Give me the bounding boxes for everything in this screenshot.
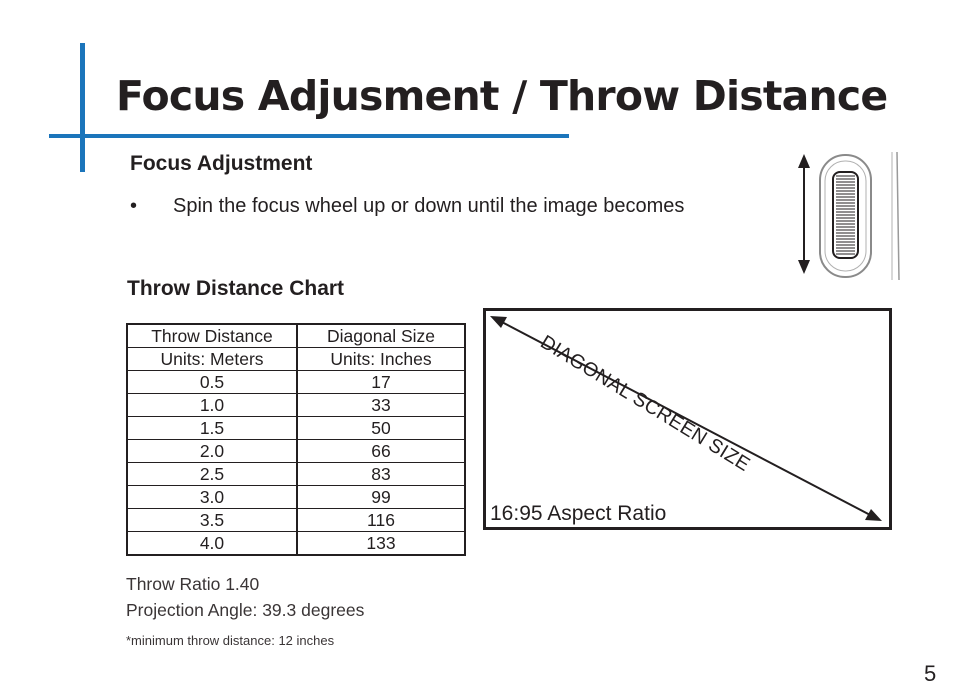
throw-distance-table <box>126 323 466 556</box>
bullet-text: Spin the focus wheel up or down until the image becomes <box>173 195 685 217</box>
throw-distance-cell: 0.5 <box>127 371 297 394</box>
throw-distance-cell: 1.5 <box>127 417 297 440</box>
aspect-ratio-label: 16:95 Aspect Ratio <box>490 502 667 525</box>
diagonal-size-cell: 99 <box>297 486 465 509</box>
table-row <box>127 394 465 417</box>
diagonal-screen-size-label: DIAGONAL SCREEN SIZE <box>536 331 754 476</box>
table-row <box>127 440 465 463</box>
diagonal-size-cell: 17 <box>297 371 465 394</box>
diagonal-size-cell: 133 <box>297 532 465 556</box>
table-units-row <box>127 348 465 371</box>
table-row <box>127 371 465 394</box>
chart-heading: Throw Distance Chart <box>127 277 345 300</box>
diagonal-size-cell: 50 <box>297 417 465 440</box>
focus-heading: Focus Adjustment <box>130 152 313 175</box>
table-row <box>127 486 465 509</box>
table-header-row <box>127 324 465 348</box>
page-number: 5 <box>924 661 937 686</box>
bullet-symbol: • <box>130 195 138 217</box>
table-row <box>127 463 465 486</box>
table-row <box>127 532 465 556</box>
throw-distance-cell: 3.0 <box>127 486 297 509</box>
header-diagonal-size: Diagonal Size <box>297 324 465 348</box>
diagonal-size-cell: 116 <box>297 509 465 532</box>
throw-distance-cell: 1.0 <box>127 394 297 417</box>
throw-distance-cell: 2.5 <box>127 463 297 486</box>
throw-distance-cell: 3.5 <box>127 509 297 532</box>
focus-wheel-icon <box>795 150 910 282</box>
throw-distance-cell: 2.0 <box>127 440 297 463</box>
accent-horizontal-bar <box>49 134 569 138</box>
units-meters: Units: Meters <box>127 348 297 371</box>
diagonal-size-cell: 83 <box>297 463 465 486</box>
footnote: *minimum throw distance: 12 inches <box>126 633 335 648</box>
throw-distance-cell: 4.0 <box>127 532 297 556</box>
page-title: Focus Adjusment / Throw Distance <box>116 72 888 120</box>
focus-bullet <box>130 195 684 218</box>
units-inches: Units: Inches <box>297 348 465 371</box>
diagonal-size-cell: 66 <box>297 440 465 463</box>
table-row <box>127 509 465 532</box>
projection-angle: Projection Angle: 39.3 degrees <box>126 600 365 620</box>
diagonal-size-cell: 33 <box>297 394 465 417</box>
header-throw-distance: Throw Distance <box>127 324 297 348</box>
table-row <box>127 417 465 440</box>
accent-vertical-bar <box>80 43 85 172</box>
throw-ratio: Throw Ratio 1.40 <box>126 574 260 594</box>
